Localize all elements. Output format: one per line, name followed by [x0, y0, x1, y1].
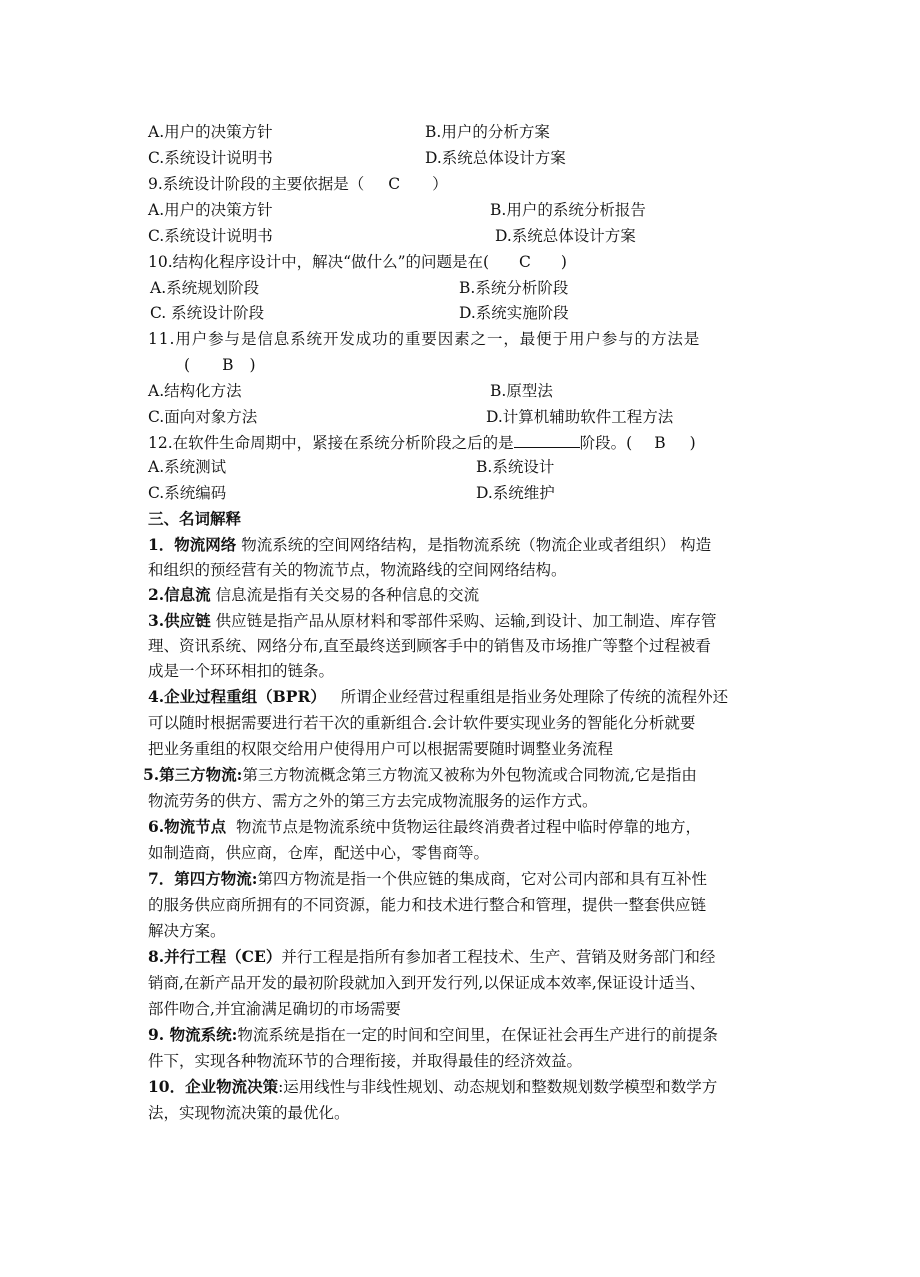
q11-close: ) — [249, 356, 256, 374]
term-3-line-1 — [148, 610, 717, 632]
q9-stem — [148, 173, 448, 195]
term-8-text-1: 并行工程是指所有参加者工程技术、生产、营销及财务部门和经 — [281, 948, 716, 966]
q8-option-c: C.系统设计说明书 — [148, 149, 273, 167]
term-7-line-2: 的服务供应商所拥有的不同资源，能力和技术进行整合和管理，提供一整套供应链 — [148, 896, 707, 914]
q9-option-a: A.用户的决策方针 — [148, 201, 273, 219]
q12-answer: B — [654, 434, 666, 452]
q11-option-c: C.面向对象方法 — [148, 408, 258, 426]
term-6-line-2: 如制造商，供应商，仓库，配送中心，零售商等。 — [148, 844, 490, 862]
term-1-title: 1．物流网络 — [148, 535, 237, 554]
q11-stem: 11.用户参与是信息系统开发成功的重要因素之一，最便于用户参与的方法是 — [148, 330, 701, 348]
q11-option-b: B.原型法 — [490, 382, 553, 400]
q12-option-c: C.系统编码 — [148, 484, 227, 502]
q8-option-a: A.用户的决策方针 — [148, 123, 273, 141]
q10-option-a: A.系统规划阶段 — [150, 279, 260, 297]
term-2-title: 2.信息流 — [148, 585, 211, 604]
q9-close: ） — [432, 175, 448, 193]
term-9-text-1: 物流系统是指在一定的时间和空间里，在保证社会再生产进行的前提条 — [237, 1026, 718, 1044]
term-3-line-2: 理、资讯系统、网络分布,直至最终送到顾客手中的销售及市场推广等整个过程被看 — [148, 637, 711, 655]
term-7-line-3: 解决方案。 — [148, 922, 226, 940]
term-8-line-2: 销商,在新产品开发的最初阶段就加入到开发行列,以保证成本效率,保证设计适当、 — [148, 974, 706, 992]
q12-stem — [148, 432, 696, 454]
term-2-line-1 — [148, 584, 479, 606]
q10-option-c: C. 系统设计阶段 — [150, 304, 265, 322]
q10-stem-text: 10.结构化程序设计中，解决“做什么”的问题是在( — [148, 253, 490, 271]
q8-option-b: B.用户的分析方案 — [425, 123, 550, 141]
q12-option-b: B.系统设计 — [476, 458, 555, 476]
term-10-title: 10．企业物流决策 — [148, 1077, 279, 1096]
q12-stem-post: 阶段。( — [579, 434, 633, 452]
term-9-title: 9. 物流系统: — [148, 1025, 238, 1044]
section-heading: 三、名词解释 — [148, 509, 242, 528]
q12-option-a: A.系统测试 — [148, 458, 227, 476]
term-10-line-2: 法，实现物流决策的最优化。 — [148, 1104, 350, 1122]
q11-option-d: D.计算机辅助软件工程方法 — [486, 408, 674, 426]
term-5-text-1: 第三方物流概念第三方物流又被称为外包物流或合同物流,它是指由 — [242, 766, 697, 784]
term-8-title: 8.并行工程（CE） — [148, 947, 282, 966]
term-6-line-1 — [148, 816, 701, 838]
term-3-title: 3.供应链 — [148, 611, 211, 630]
term-4-line-1 — [148, 686, 728, 708]
q9-answer: C — [388, 175, 401, 193]
q11-option-a: A.结构化方法 — [148, 382, 242, 400]
term-8-line-1 — [148, 946, 715, 968]
term-4-line-3: 把业务重组的权限交给用户使得用户可以根据需要随时调整业务流程 — [148, 740, 614, 758]
term-10-line-1 — [148, 1076, 717, 1098]
term-9-line-1 — [148, 1024, 718, 1046]
q11-open: ( — [184, 356, 191, 374]
term-7-title: 7．第四方物流: — [148, 869, 258, 888]
term-10-text-1: :运用线性与非线性规划、动态规划和整数规划数学模型和数学方 — [278, 1078, 718, 1096]
term-8-line-3: 部件吻合,并宜渝满足确切的市场需要 — [148, 1000, 401, 1018]
q12-stem-pre: 12.在软件生命周期中，紧接在系统分析阶段之后的是 — [148, 434, 514, 452]
term-1-line-1 — [148, 534, 711, 556]
term-3-line-3: 成是一个环环相扣的链条。 — [148, 662, 335, 680]
q9-option-b: B.用户的系统分析报告 — [490, 201, 646, 219]
term-4-text-1: 所谓企业经营过程重组是指业务处理除了传统的流程外还 — [340, 688, 729, 706]
q9-option-d: D.系统总体设计方案 — [495, 227, 636, 245]
q10-option-d: D.系统实施阶段 — [459, 304, 569, 322]
q9-option-c: C.系统设计说明书 — [148, 227, 273, 245]
term-6-title: 6.物流节点 — [148, 817, 227, 836]
q12-close: ) — [689, 434, 696, 452]
q10-stem — [148, 251, 567, 273]
q10-answer: C — [519, 253, 531, 271]
q9-stem-text: 9.系统设计阶段的主要依据是（ — [148, 175, 365, 193]
q10-close: ) — [560, 253, 567, 271]
q11-answer: B — [222, 356, 234, 374]
term-4-title: 4.企业过程重组（BPR） — [148, 687, 326, 706]
term-2-text-1: 信息流是指有关交易的各种信息的交流 — [215, 586, 480, 604]
term-9-line-2: 件下，实现各种物流环节的合理衔接，并取得最佳的经济效益。 — [148, 1052, 583, 1070]
q12-option-d: D.系统维护 — [476, 484, 555, 502]
q10-option-b: B.系统分析阶段 — [459, 279, 569, 297]
q11-answer-line — [184, 354, 256, 376]
term-5-title: 5.第三方物流: — [143, 765, 243, 784]
term-7-line-1 — [148, 868, 707, 890]
term-6-text-1: 物流节点是物流系统中货物运往最终消费者过程中临时停靠的地方， — [236, 818, 702, 836]
q8-option-d: D.系统总体设计方案 — [425, 149, 566, 167]
term-7-text-1: 第四方物流是指一个供应链的集成商，它对公司内部和具有互补性 — [257, 870, 708, 888]
term-4-line-2: 可以随时根据需要进行若干次的重新组合.会计软件要实现业务的智能化分析就要 — [148, 714, 696, 732]
term-3-text-1: 供应链是指产品从原材料和零部件采购、运输,到设计、加工制造、库存管 — [215, 612, 717, 630]
term-1-line-2: 和组织的预经营有关的物流节点，物流路线的空间网络结构。 — [148, 561, 567, 579]
term-5-line-1 — [143, 764, 697, 786]
term-5-line-2: 物流劳务的供方、需方之外的第三方去完成物流服务的运作方式。 — [148, 792, 598, 810]
answer-blank — [514, 433, 580, 448]
term-1-text-1: 物流系统的空间网络结构，是指物流系统（物流企业或者组织） 构造 — [241, 536, 712, 554]
